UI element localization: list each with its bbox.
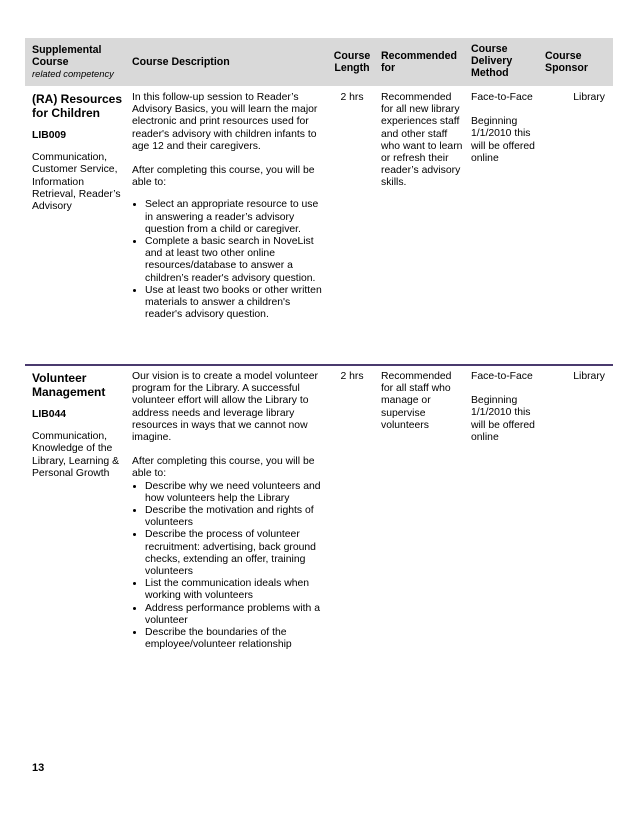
delivery-online: Beginning 1/1/2010 this will be offered online: [471, 395, 535, 443]
header-course-sponsor: Course Sponsor: [545, 50, 588, 74]
header-related-competency: related competency: [32, 68, 114, 79]
list-item: • Describe the boundaries of the employee/volunteer relationship: [145, 627, 328, 651]
delivery-primary: Face-to-Face: [471, 371, 533, 382]
description-cell: [132, 92, 328, 321]
delivery-primary: Face-to-Face: [471, 92, 533, 103]
page-number: 13: [32, 762, 45, 774]
list-item: • Select an appropriate resource to use in answering a reader’s advisory question from a child or caregiver.: [145, 199, 328, 236]
course-competency: Communication, Knowledge of the Library, Learning & Personal Growth: [32, 431, 120, 479]
header-supplemental-label: Supplemental Course: [32, 44, 102, 68]
header-supplemental-course: [32, 44, 114, 80]
list-item: • Address performance problems with a volunteer: [145, 603, 328, 627]
table-row: [25, 371, 613, 661]
course-title: (RA) Resources for Children: [32, 92, 123, 120]
objectives-list: [132, 199, 328, 321]
table-row: [25, 92, 613, 366]
list-item: • Complete a basic search in NoveList and at least two other online resources/database to answer a children’s reader's advisory question.: [145, 236, 328, 285]
recommended-for: Recommended for all new library experiences staff and other staff who want to learn or refresh their reader’s advisory skills.: [381, 92, 463, 189]
header-recommended-for: Recommended for: [381, 50, 457, 74]
list-item: • Describe why we need volunteers and how volunteers help the Library: [145, 481, 328, 505]
table-header: [25, 38, 613, 86]
course-sponsor: Library: [573, 92, 605, 103]
delivery-online: Beginning 1/1/2010 this will be offered online: [471, 116, 535, 164]
course-sponsor: Library: [573, 371, 605, 382]
course-length: 2 hrs: [340, 92, 364, 103]
description-lead: After completing this course, you will be able to:: [132, 456, 315, 480]
delivery-method: [471, 92, 545, 165]
header-delivery-method: Course Delivery Method: [471, 43, 513, 79]
description-intro: Our vision is to create a model volunteer program for the Library. A successful volunteer effort will allow the Library to address needs and leverage library resources in ways that we cannot now imagine.: [132, 371, 318, 444]
list-item: • Use at least two books or other written materials to answer a children's reader's advisory question.: [145, 285, 328, 322]
recommended-for: Recommended for all staff who manage or supervise volunteers: [381, 371, 452, 431]
course-code: LIB009: [32, 130, 67, 141]
course-title: Volunteer Management: [32, 371, 106, 399]
header-course-length: Course Length: [333, 50, 371, 74]
objectives-list: [132, 481, 328, 652]
list-item: • Describe the process of volunteer recruitment: advertising, back ground checks, extending an offer, training volunteers: [145, 529, 328, 578]
delivery-method: [471, 371, 545, 444]
description-cell: [132, 371, 328, 651]
header-course-description: Course Description: [132, 56, 230, 68]
course-cell: [32, 92, 128, 213]
description-intro: In this follow-up session to Reader’s Advisory Basics, you will learn the major electronic and print resources used for reader's advisory with children infants to age 12 and their caregivers.: [132, 92, 318, 152]
course-competency: Communication, Customer Service, Information Retrieval, Reader’s Advisory: [32, 152, 121, 213]
list-item: • List the communication ideals when working with volunteers: [145, 578, 328, 602]
list-item: • Describe the motivation and rights of volunteers: [145, 505, 328, 529]
description-lead: After completing this course, you will be able to:: [132, 165, 315, 189]
course-cell: [32, 371, 128, 480]
course-code: LIB044: [32, 409, 67, 420]
course-length: 2 hrs: [340, 371, 364, 382]
